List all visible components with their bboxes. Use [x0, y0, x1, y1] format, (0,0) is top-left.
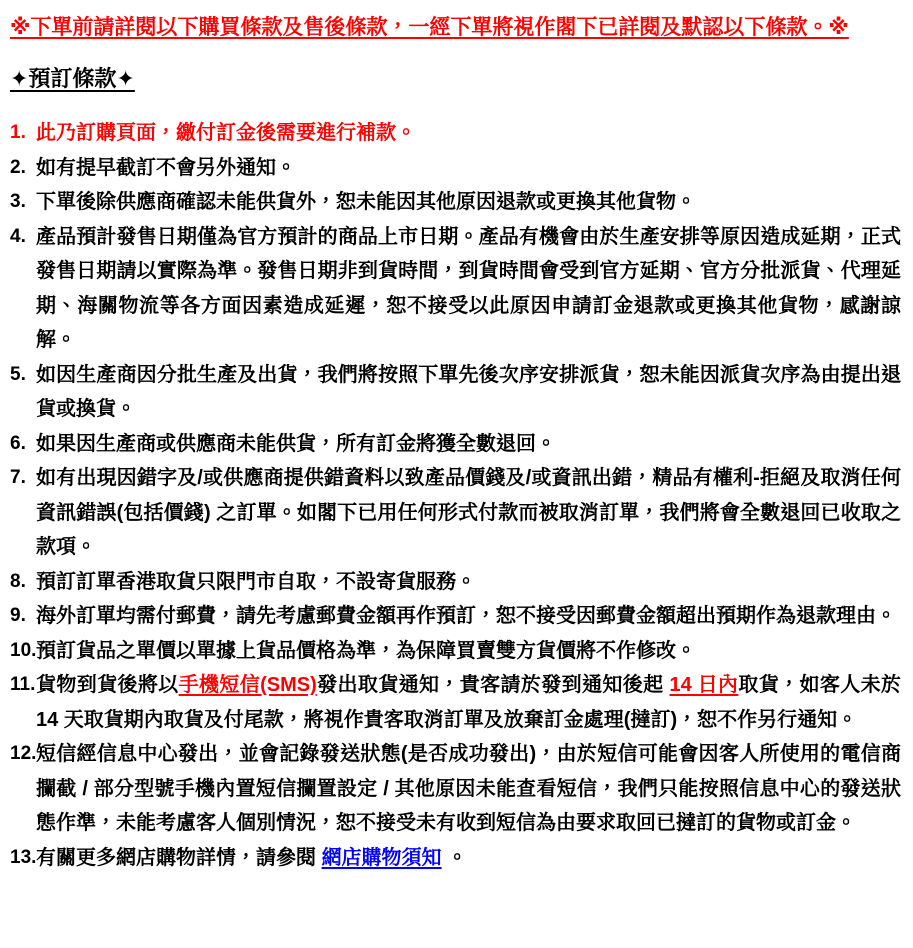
term-number: 5.: [10, 363, 26, 385]
term-number: 7.: [10, 467, 26, 488]
section-title-preorder-terms: ✦預訂條款✦: [10, 66, 135, 91]
term-number: 6.: [10, 432, 26, 454]
term-text-segment: 。: [441, 846, 468, 869]
term-number: 2.: [10, 156, 26, 178]
term-item-7: [10, 461, 901, 565]
term-number: 9.: [10, 605, 26, 626]
terms-list: [10, 116, 901, 875]
purchase-notice-banner: ※下單前請詳閱以下購買條款及售後條款，一經下單將視作閣下已詳閱及默認以下條款。※: [10, 16, 849, 39]
term-number: 4.: [10, 225, 26, 247]
term-text-segment: 貨物到貨後將以: [36, 674, 179, 696]
term-item-10: [10, 634, 901, 669]
term-text: 如有出現因錯字及/或供應商提供錯資料以致產品價錢及/或資訊出錯，精品有權利-拒絕及取消任何資訊錯誤(包括價錢) 之訂單。如閣下已用任何形式付款而被取消訂單，我們將會全數退回已收取之款項。: [36, 467, 901, 558]
term-number: 13.: [10, 846, 37, 868]
term-text: 預訂訂單香港取貨只限門市自取，不設寄貨服務。: [36, 570, 476, 593]
term-text: 下單後除供應商確認未能供貨外，恕未能因其他原因退款或更換其他貨物。: [36, 191, 696, 213]
term-text: 如因生產商因分批生產及出貨，我們將按照下單先後次序安排派貨，恕未能因派貨次序為由提出退貨或換貨。: [36, 363, 901, 420]
term-text: 海外訂單均需付郵費，請先考慮郵費金額再作預訂，恕不接受因郵費金額超出預期作為退款理由。: [36, 605, 896, 627]
term-text-segment: 發出取貨通知，貴客請於發到通知後起: [316, 674, 670, 696]
term-text-segment: 取貨，如客人未於 14 天取貨期內取貨及付尾款，將視作貴客取消訂單及放棄訂金處理(撻訂)，恕不作另行通知。: [36, 674, 902, 731]
term-number: 11.: [10, 674, 36, 695]
term-text: 產品預計發售日期僅為官方預計的商品上市日期。產品有機會由於生產安排等原因造成延期，正式發售日期請以實際為準。發售日期非到貨時間，到貨時間會受到官方延期、官方分批派貨、代理延期、海關物流等各方面因素造成延遲，恕不接受以此原因申請訂金退款或更換其他貨物，感謝諒解。: [36, 225, 901, 351]
term-item-5: [10, 358, 901, 427]
sms-notice-highlight: 手機短信(SMS): [178, 674, 317, 696]
store-shopping-guide-link[interactable]: 網店購物須知: [321, 846, 442, 869]
term-item-8: [10, 565, 901, 600]
term-item-6: [10, 427, 901, 462]
term-item-3: [10, 185, 901, 220]
term-text: 預訂貨品之單價以單據上貨品價格為準，為保障買賣雙方貨價將不作修改。: [36, 639, 696, 662]
term-item-1: [10, 116, 901, 151]
term-number: 1.: [10, 122, 26, 143]
pickup-deadline-highlight: 14 日內: [669, 674, 739, 696]
term-item-12: [10, 737, 901, 841]
term-text: [36, 674, 901, 731]
term-item-13: [10, 841, 901, 876]
term-text: 此乃訂購頁面，繳付訂金後需要進行補款。: [36, 122, 416, 144]
term-text: 如有提早截訂不會另外通知。: [36, 156, 296, 179]
term-item-11: [10, 668, 901, 737]
term-text: 如果因生產商或供應商未能供貨，所有訂金將獲全數退回。: [36, 432, 556, 455]
term-item-9: [10, 599, 901, 634]
term-number: 10.: [10, 639, 37, 661]
term-number: 3.: [10, 191, 26, 212]
term-text-segment: 有關更多網店購物詳情，請參閱: [36, 846, 322, 869]
term-item-4: [10, 220, 901, 358]
term-number: 12.: [10, 743, 37, 764]
term-text: 短信經信息中心發出，並會記錄發送狀態(是否成功發出)，由於短信可能會因客人所使用的電信商攔截 / 部分型號手機內置短信攔置設定 / 其他原因未能查看短信，我們只能按照信息中心的發送狀態作準，未能考慮客人個別情況，恕不接受未有收到短信為由要求取回已撻訂的貨物或訂金。: [36, 743, 901, 834]
term-text: [36, 847, 467, 869]
term-item-2: [10, 151, 901, 186]
term-number: 8.: [10, 570, 26, 592]
